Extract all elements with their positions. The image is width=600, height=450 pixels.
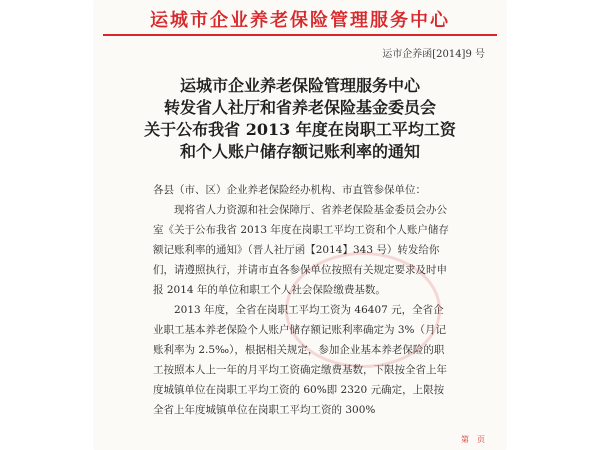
paragraph-1: 现将省人力资源和社会保障厅、省养老保险基金委员会办公室《关于公布我省 2013 年度在岗职工平均工资和个人账户储存额记账利率的通知》（晋人社厅函【2014】343 号）转发给你们，请遵照执行，并请市直各参保单位按照有关规定要求及时申报 2014 年的单位和职工个人社会保险缴费基数。	[153, 204, 449, 296]
letterhead-title: 运城市企业养老保险管理服务中心	[150, 10, 450, 31]
salutation: 各县（市、区）企业养老保险经办机构、市直管参保单位：	[153, 184, 426, 196]
letterhead-divider	[103, 34, 497, 36]
title-line-4: 和个人账户储存额记账利率的通知	[179, 142, 420, 161]
page-number-label: 第 页	[461, 435, 485, 444]
document-title	[95, 75, 505, 163]
document-body	[153, 180, 450, 420]
title-line-2: 转发省人社厅和省养老保险基金委员会	[163, 98, 436, 117]
title-line-3: 关于公布我省 2013 年度在岗职工平均工资	[144, 120, 456, 139]
document-page	[95, 0, 505, 450]
paragraph-2: 2013 年度，全省在岗职工平均工资为 46407 元，全省企业职工基本养老保险个人账户储存额记账利率确定为 3%（月记账利率为 2.5‰），根据相关规定，参加企业基本养老保险的职工按照本人上一年的月平均工资确定缴费基数，下限按全省上年度城镇单位在岗职工平均工资的 60%即 2320 元确定，上限按全省上年度城镇单位在岗职工平均工资的 300%	[153, 304, 447, 416]
title-line-1: 运城市企业养老保险管理服务中心	[179, 76, 420, 95]
document-number: 运市企养函[2014]9 号	[382, 49, 485, 60]
